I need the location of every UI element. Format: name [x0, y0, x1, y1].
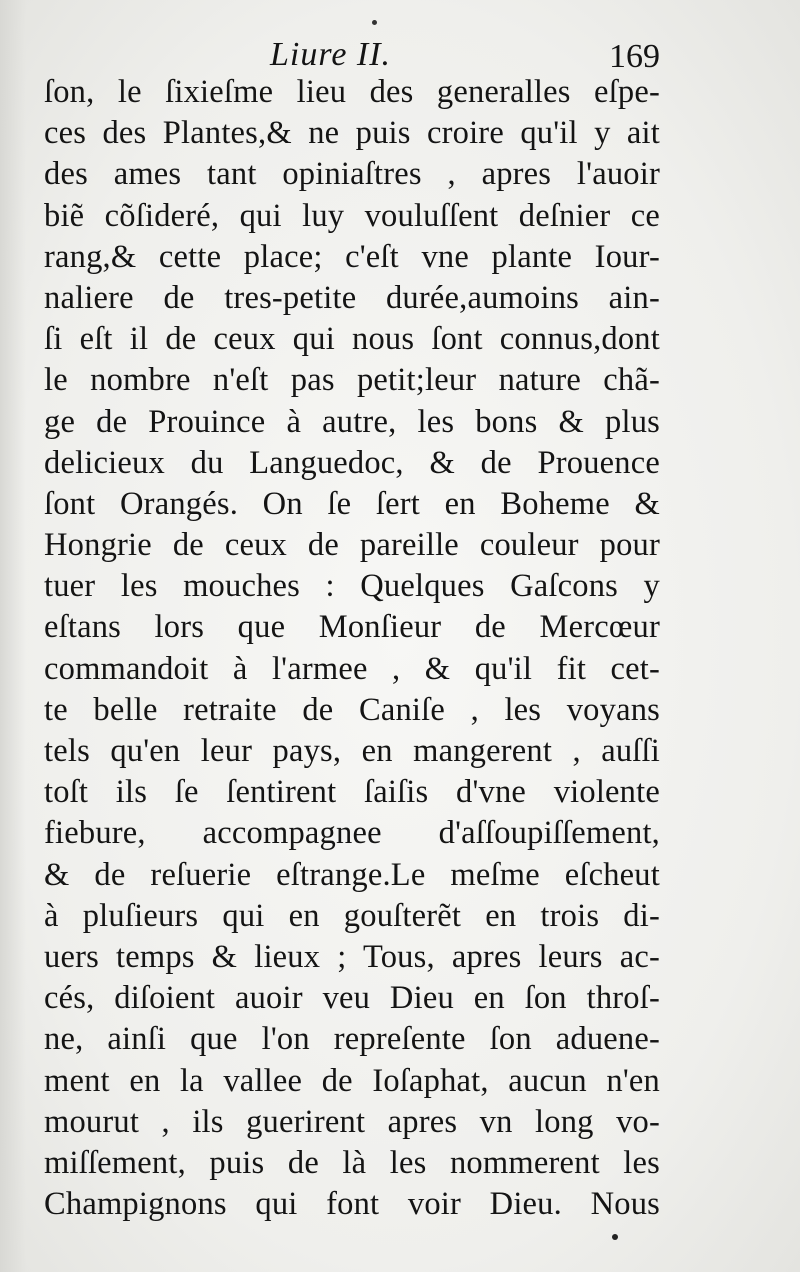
text-line: Champignons qui font voir Dieu. Nous — [44, 1186, 660, 1223]
text-line: ne, ainſi que l'on repreſente ſon aduene- — [44, 1021, 660, 1058]
text-line: tels qu'en leur pays, en mangerent , auſſi — [44, 733, 660, 769]
ink-speck — [372, 20, 377, 25]
text-line: tuer les mouches : Quelques Gaſcons y — [44, 568, 660, 605]
text-line: te belle retraite de Caniſe , les voyans — [44, 691, 660, 728]
text-line: miſſement, puis de là les nommerent les — [44, 1144, 660, 1181]
text-line: ces des Plantes,& ne puis croire qu'il y ait — [44, 115, 660, 152]
text-line: ſi eſt il de ceux qui nous ſont connus,dont — [44, 321, 660, 358]
page-gutter-shadow — [0, 0, 26, 1272]
text-line: ſon, le ſixieſme lieu des generalles eſpe- — [44, 74, 660, 110]
text-line: ge de Prouince à autre, les bons & plus — [44, 403, 660, 440]
text-line: à pluſieurs qui en gouſterẽt en trois di- — [44, 897, 660, 934]
text-line: ment en la vallee de Ioſaphat, aucun n'en — [44, 1062, 660, 1099]
text-line: rang,& cette place; c'eſt vne plante Iour- — [44, 238, 660, 275]
ink-speck — [612, 1234, 618, 1240]
text-line: uers temps & lieux ; Tous, apres leurs ac- — [44, 938, 660, 975]
text-line: toſt ils ſe ſentirent ſaiſis d'vne violente — [44, 774, 660, 811]
text-line: biẽ cõſideré, qui luy vouluſſent deſnier ce — [44, 197, 660, 234]
text-line: eſtans lors que Monſieur de Mercœur — [44, 609, 660, 646]
text-line: naliere de tres-petite durée,aumoins ain- — [44, 279, 660, 316]
text-line: mourut , ils guerirent apres vn long vo- — [44, 1103, 660, 1140]
text-line: des ames tant opiniaſtres , apres l'auoir — [44, 156, 660, 193]
body-text — [44, 72, 660, 1225]
text-line: fiebure, accompagnee d'aſſoupiſſement, — [44, 815, 660, 852]
text-line: le nombre n'eſt pas petit;leur nature chã- — [44, 362, 660, 399]
text-line: cés, diſoient auoir veu Dieu en ſon throſ- — [44, 980, 660, 1017]
text-line: delicieux du Languedoc, & de Prouence — [44, 444, 660, 481]
text-line: Hongrie de ceux de pareille couleur pour — [44, 527, 660, 564]
text-line: ſont Orangés. On ſe ſert en Boheme & — [44, 485, 660, 522]
text-line: commandoit à l'armee , & qu'il fit cet- — [44, 650, 660, 687]
text-line: & de reſuerie eſtrange.Le meſme eſcheut — [44, 856, 660, 893]
running-head: Liure II. — [270, 36, 392, 73]
page-number: 169 — [609, 38, 660, 75]
